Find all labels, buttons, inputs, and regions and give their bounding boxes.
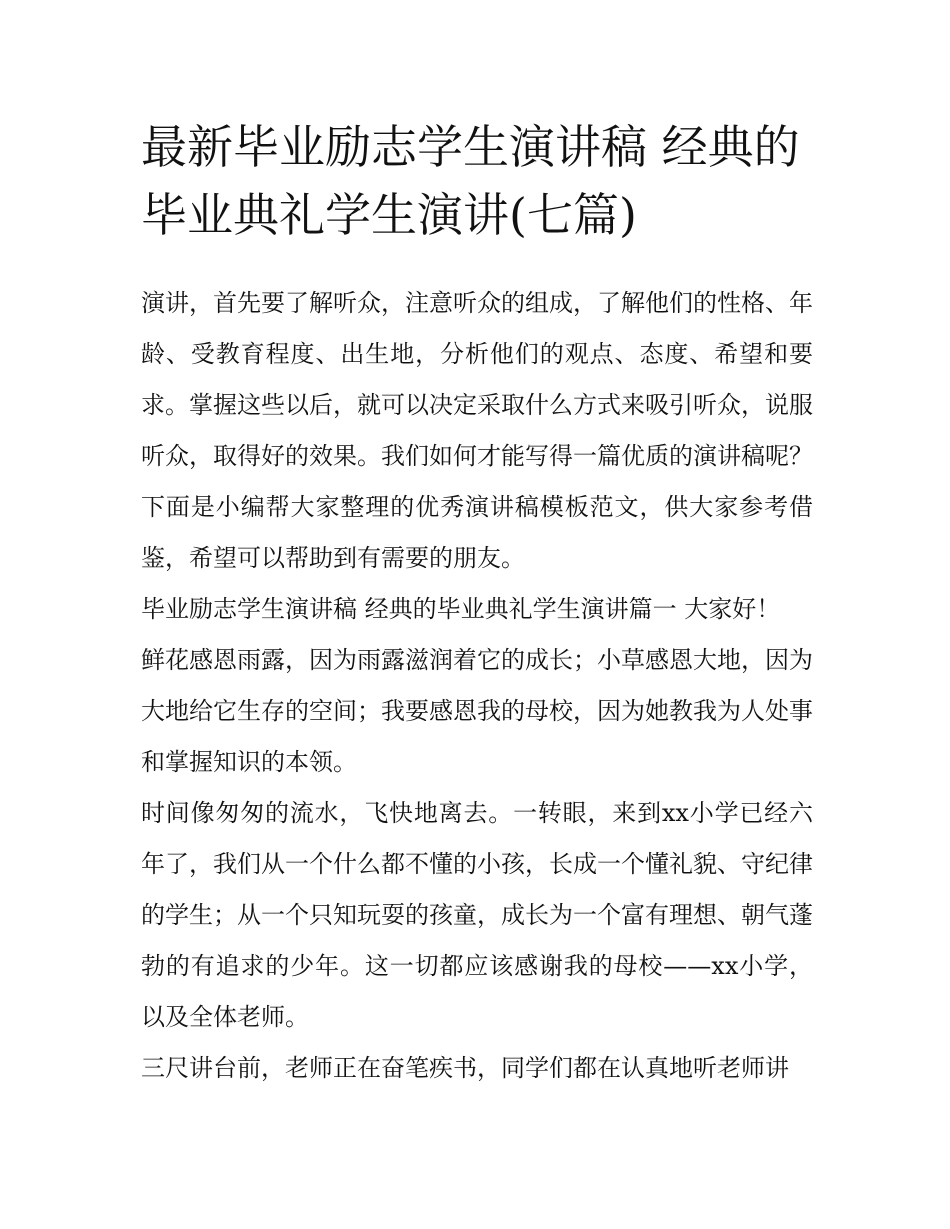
paragraph-time-flies: 时间像匆匆的流水，飞快地离去。一转眼，来到xx小学已经六年了，我们从一个什么都不懂的小孩，长成一个懂礼貌、守纪律的学生；从一个只知玩耍的孩童，成长为一个富有理想、朝气蓬勃的有追求的少年。这一切都应该感谢我的母校——xx小学，以及全体老师。: [141, 799, 813, 1031]
paragraph-classroom: 三尺讲台前，老师正在奋笔疾书，同学们都在认真地听老师讲: [141, 1054, 789, 1082]
paragraph-intro: 演讲，首先要了解听众，注意听众的组成，了解他们的性格、年龄、受教育程度、出生地，分析他们的观点、态度、希望和要求。掌握这些以后，就可以决定采取什么方式来吸引听众，说服听众，取得好的效果。我们如何才能写得一篇优质的演讲稿呢？下面是小编帮大家整理的优秀演讲稿模板范文，供大家参考借鉴，希望可以帮助到有需要的朋友。: [141, 289, 813, 572]
paragraph-gratitude: 鲜花感恩雨露，因为雨露滋润着它的成长；小草感恩大地，因为大地给它生存的空间；我要感恩我的母校，因为她教我为人处事和掌握知识的本领。: [141, 646, 813, 776]
document-body: [141, 113, 813, 1094]
document-title: 最新毕业励志学生演讲稿 经典的毕业典礼学生演讲(七篇): [141, 120, 800, 242]
paragraph-section-heading: 毕业励志学生演讲稿 经典的毕业典礼学生演讲篇一 大家好！: [141, 595, 781, 623]
